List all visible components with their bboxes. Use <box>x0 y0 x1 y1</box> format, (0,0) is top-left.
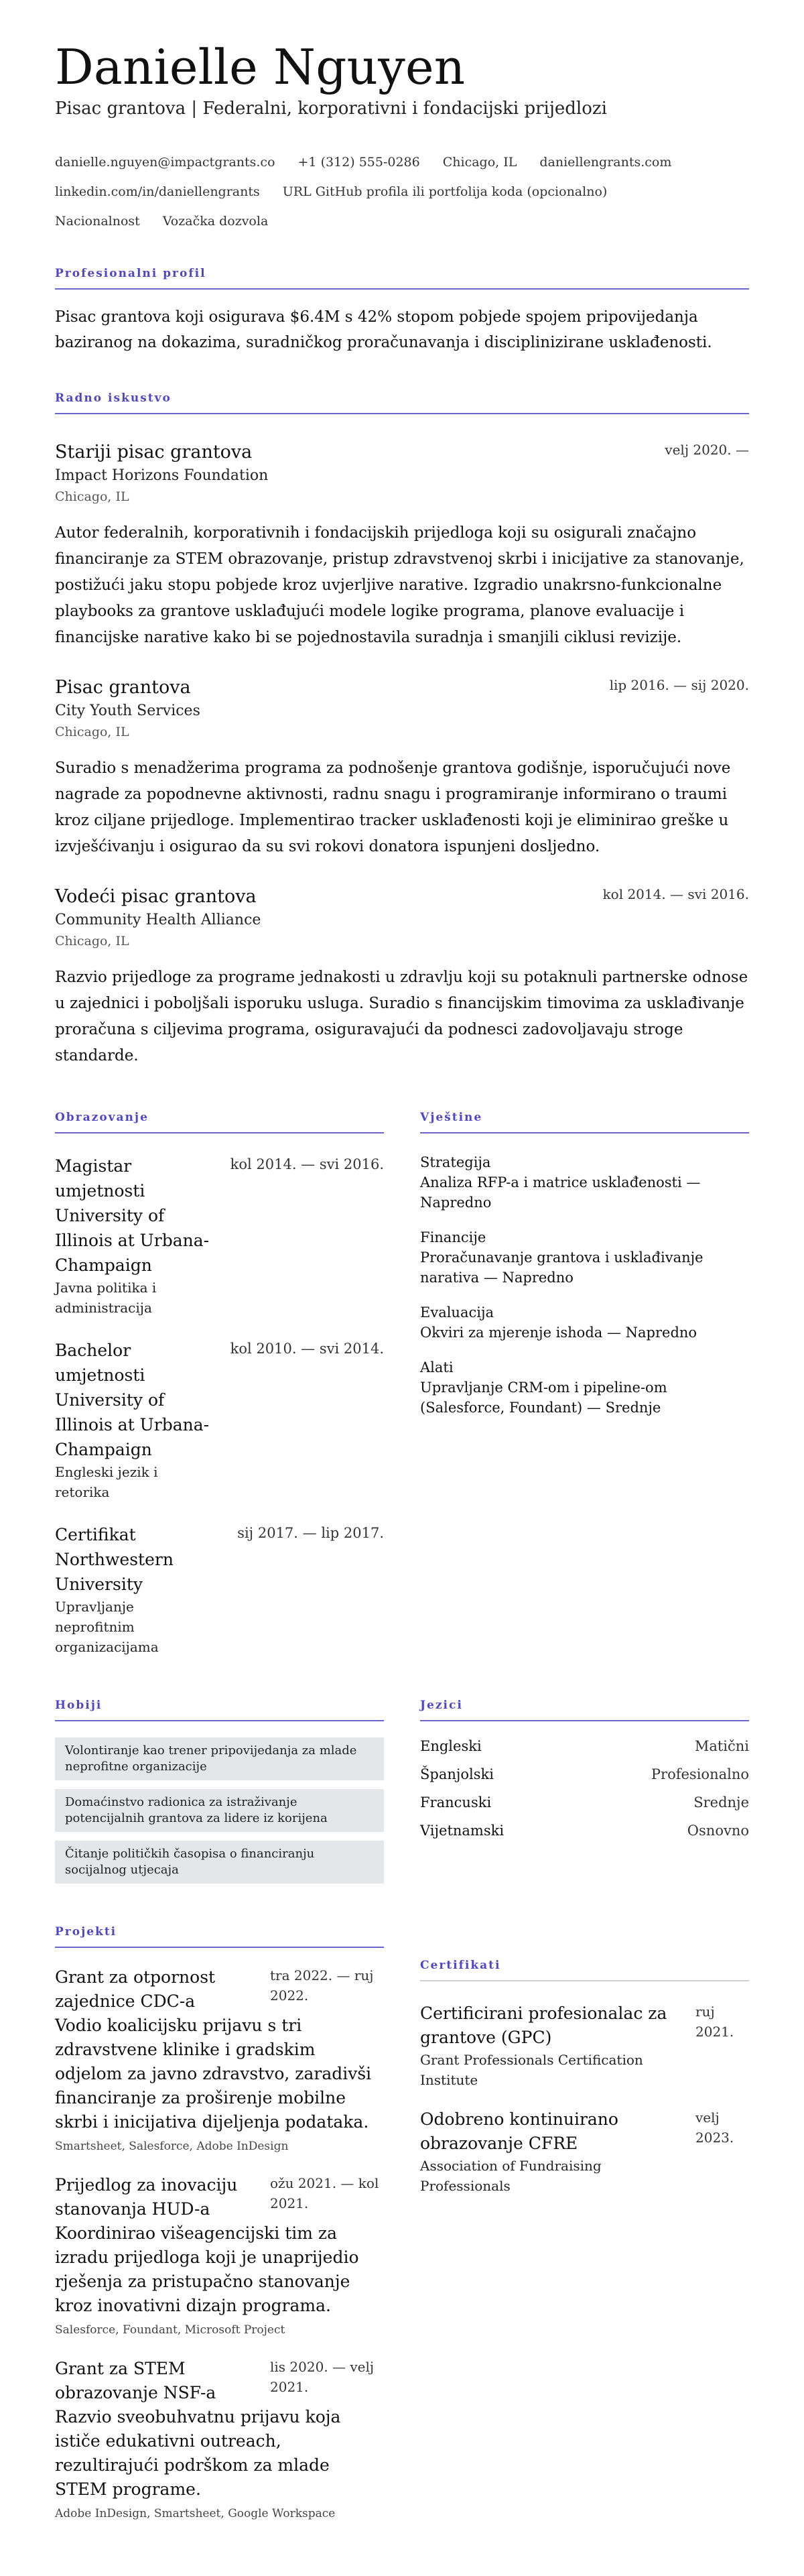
education-section <box>55 1111 384 1657</box>
certification-date: velj 2023. <box>695 2109 734 2146</box>
education-degree: Magistar umjetnosti University of Illinois at Urbana-Champaign <box>55 1156 210 1275</box>
hobby-item: Volontiranje kao trener pripovijedanja za mlade neprofitne organizacije <box>55 1737 384 1780</box>
job-description: Autor federalnih, korporativnih i fondacijskih prijedloga koji su osigurali značajno financiranje za STEM obrazovanje, pristup zdravstvenoj skrbi i inicijative za stanovanje, postižući jaku stopu pobjede kroz uvjerljive narative. Izgradio unakrsno-funkcionalne playbooks za grantove usklađujući modele logike programa, planove evaluacije i financijske narative kako bi se pojednostavila suradnja i smanjili ciklusi revizije. <box>55 524 744 646</box>
education-degree: Certifikat Northwestern University <box>55 1525 174 1594</box>
section-title-projects: Projekti <box>55 1925 384 1948</box>
contact-row-1 <box>55 153 749 172</box>
education-entry <box>55 1154 384 1318</box>
skill-category: Evaluacija <box>420 1304 494 1321</box>
language-level: Srednje <box>693 1794 749 1811</box>
job-title: Vodeći pisac grantova <box>55 886 257 907</box>
certification-issuer: Grant Professionals Certification Institute <box>420 2052 643 2088</box>
job-organization: City Youth Services <box>55 702 200 719</box>
hobbies-languages-row <box>55 1699 749 1884</box>
contact-linkedin[interactable]: linkedin.com/in/daniellengrants <box>55 184 260 199</box>
education-dates: kol 2014. — svi 2016. <box>230 1156 384 1172</box>
contact-row-2 <box>55 182 749 201</box>
project-description: Koordinirao višeagencijski tim za izradu prijedloga koji je unaprijedio rješenja za pristupačno stanovanje kroz inovativni dizajn programa. <box>55 2223 359 2315</box>
job-entry <box>55 440 749 651</box>
language-level: Matični <box>694 1738 749 1754</box>
language-level: Osnovno <box>687 1823 749 1839</box>
job-location: Chicago, IL <box>55 489 129 504</box>
skills-section <box>420 1111 749 1657</box>
certification-entry <box>420 2107 749 2196</box>
language-level: Profesionalno <box>651 1766 749 1782</box>
section-title-skills: Vještine <box>420 1111 749 1133</box>
project-entry <box>55 2357 384 2523</box>
project-tools: Salesforce, Foundant, Microsoft Project <box>55 2323 285 2337</box>
project-tools: Smartsheet, Salesforce, Adobe InDesign <box>55 2140 289 2153</box>
language-name: Španjolski <box>420 1766 494 1782</box>
contact-info <box>55 153 749 231</box>
job-location: Chicago, IL <box>55 934 129 948</box>
project-tools: Adobe InDesign, Smartsheet, Google Workspace <box>55 2507 336 2520</box>
project-description: Razvio sveobuhvatnu prijavu koja ističe edukativni outreach, rezultirajući podrškom za mlade STEM programe. <box>55 2407 341 2499</box>
section-title-experience: Radno iskustvo <box>55 391 749 414</box>
education-field: Engleski jezik i retorika <box>55 1464 158 1500</box>
skill-description: Okviri za mjerenje ishoda — Napredno <box>420 1325 697 1341</box>
education-dates: sij 2017. — lip 2017. <box>237 1525 384 1541</box>
education-field: Upravljanje neprofitnim organizacijama <box>55 1599 159 1655</box>
resume-header <box>55 38 749 231</box>
job-dates: velj 2020. — <box>665 442 749 458</box>
skill-category: Financije <box>420 1229 486 1245</box>
contact-email[interactable]: danielle.nguyen@impactgrants.co <box>55 155 275 170</box>
projects-section <box>55 1925 384 2523</box>
language-item <box>420 1792 749 1813</box>
project-title: Grant za otpornost zajednice CDC-a <box>55 1967 216 2011</box>
project-entry <box>55 2173 384 2339</box>
project-title: Grant za STEM obrazovanje NSF-a <box>55 2359 216 2402</box>
skill-category: Alati <box>420 1359 454 1375</box>
skill-category: Strategija <box>420 1154 491 1170</box>
skill-description: Analiza RFP-a i matrice usklađenosti — Napredno <box>420 1174 701 1211</box>
certifications-section <box>420 1959 749 2523</box>
job-title: Stariji pisac grantova <box>55 442 253 463</box>
profile-summary: Pisac grantova koji osigurava $6.4M s 42% stopom pobjede spojem pripovijedanja baziranog na dokazima, suradničkog proračunavanja i disciplinizirane usklađenosti. <box>55 308 712 351</box>
project-title: Prijedlog za inovaciju stanovanja HUD-a <box>55 2175 238 2219</box>
section-title-languages: Jezici <box>420 1699 749 1721</box>
skill-description: Upravljanje CRM-om i pipeline-om (Salesforce, Foundant) — Srednje <box>420 1379 667 1416</box>
skill-group <box>420 1227 749 1288</box>
certification-name: Odobreno kontinuirano obrazovanje CFRE <box>420 2109 618 2153</box>
project-dates: lis 2020. — velj 2021. <box>270 2359 375 2395</box>
section-title-certifications: Certifikati <box>420 1959 749 1981</box>
job-description: Razvio prijedloge za programe jednakosti u zdravlju koji su potaknuli partnerske odnose u zajednici i poboljšali isporuku usluga. Suradio s financijskim timovima za usklađivanje proračuna s ciljevima programa, osiguravajući da podnesci zadovoljavaju stroge standarde. <box>55 969 748 1064</box>
job-entry <box>55 884 749 1069</box>
education-degree: Bachelor umjetnosti University of Illinois at Urbana-Champaign <box>55 1341 210 1459</box>
job-organization: Community Health Alliance <box>55 912 261 928</box>
hobby-item: Domaćinstvo radionica za istraživanje potencijalnih grantova za lidere iz korijena <box>55 1789 384 1832</box>
skill-group <box>420 1357 749 1418</box>
project-dates: tra 2022. — ruj 2022. <box>270 1967 374 2004</box>
job-organization: Impact Horizons Foundation <box>55 467 269 484</box>
job-dates: lip 2016. — sij 2020. <box>609 677 749 693</box>
section-title-hobbies: Hobiji <box>55 1699 384 1721</box>
language-name: Vijetnamski <box>420 1823 505 1839</box>
contact-phone[interactable]: +1 (312) 555-0286 <box>297 155 420 170</box>
project-dates: ožu 2021. — kol 2021. <box>270 2175 379 2211</box>
education-field: Javna politika i administracija <box>55 1280 157 1316</box>
project-entry <box>55 1965 384 2156</box>
language-item <box>420 1821 749 1841</box>
certification-entry <box>420 2002 749 2090</box>
contact-drivers-license: Vozačka dozvola <box>162 214 269 229</box>
education-entry <box>55 1522 384 1657</box>
contact-row-3 <box>55 212 749 231</box>
job-description: Suradio s menadžerima programa za podnošenje grantova godišnje, isporučujući nove nagrade za popodnevne aktivnosti, radnu snagu i programiranje informirano o traumi kroz ciljane prijedloge. Implementirao tracker usklađenosti koji je eliminirao greške u izvješćivanju i osigurao da su svi rokovi donatora ispunjeni dosljedno. <box>55 759 731 855</box>
language-item <box>420 1764 749 1784</box>
candidate-tagline: Pisac grantova | Federalni, korporativni i fondacijski prijedlozi <box>55 99 607 119</box>
skill-description: Proračunavanje grantova i usklađivanje narativa — Napredno <box>420 1249 704 1286</box>
section-title-profile: Profesionalni profil <box>55 267 749 290</box>
language-name: Francuski <box>420 1794 492 1811</box>
hobbies-section <box>55 1699 384 1884</box>
profile-section <box>55 267 749 355</box>
project-description: Vodio koalicijsku prijavu s tri zdravstvene klinike i gradskim odjelom za javno zdravstvo, zaradivši financiranje za proširenje mobilne skrbi i inicijativa dijeljenja podataka. <box>55 2016 372 2132</box>
candidate-name: Danielle Nguyen <box>55 39 466 95</box>
experience-section <box>55 391 749 1069</box>
education-entry <box>55 1338 384 1502</box>
certification-name: Certificirani profesionalac za grantove (GPC) <box>420 2004 667 2047</box>
contact-website[interactable]: daniellengrants.com <box>539 155 672 170</box>
language-name: Engleski <box>420 1738 482 1754</box>
certification-date: ruj 2021. <box>695 2004 734 2040</box>
hobby-item: Čitanje političkih časopisa o financiranju socijalnog utjecaja <box>55 1841 384 1884</box>
job-title: Pisac grantova <box>55 677 191 698</box>
job-location: Chicago, IL <box>55 725 129 739</box>
projects-certifications-row <box>55 1925 749 2523</box>
job-entry <box>55 675 749 860</box>
education-dates: kol 2010. — svi 2014. <box>230 1341 384 1357</box>
skill-group <box>420 1152 749 1213</box>
languages-section <box>420 1699 749 1884</box>
contact-location: Chicago, IL <box>442 155 517 170</box>
skill-group <box>420 1302 749 1343</box>
contact-nationality: Nacionalnost <box>55 214 140 229</box>
contact-github[interactable]: URL GitHub profila ili portfolija koda (opcionalno) <box>282 184 608 199</box>
job-dates: kol 2014. — svi 2016. <box>602 886 749 902</box>
language-item <box>420 1736 749 1756</box>
certification-issuer: Association of Fundraising Professionals <box>420 2158 602 2194</box>
section-title-education: Obrazovanje <box>55 1111 384 1133</box>
education-skills-row <box>55 1111 749 1657</box>
